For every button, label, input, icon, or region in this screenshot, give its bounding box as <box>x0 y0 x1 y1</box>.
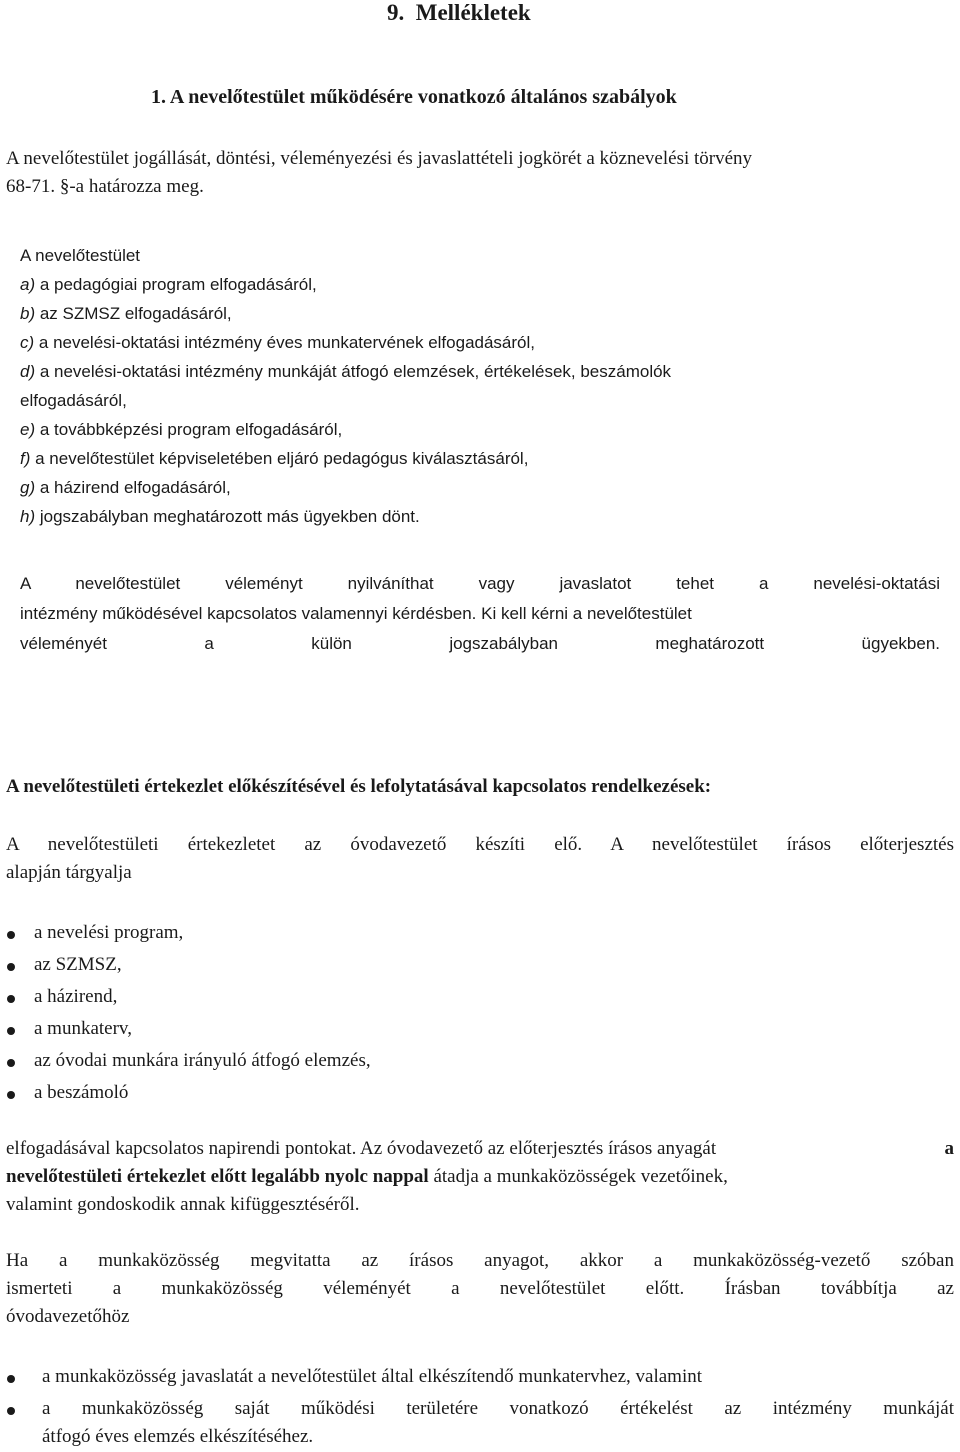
intro-line: alapján tárgyalja <box>6 862 132 883</box>
bullet-item: a nevelési program, <box>34 922 184 943</box>
bullet-item: a munkaterv, <box>34 1018 132 1039</box>
bullet-item: a munkaközösség javaslatát a nevelőtestület által elkészítendő munkatervhez, valamint <box>42 1366 703 1387</box>
bullet-item: az óvodai munkára irányuló átfogó elemzés, <box>34 1050 371 1071</box>
bullet-icon <box>7 1375 15 1383</box>
para-line: valamint gondoskodik annak kifüggesztéséről. <box>6 1194 360 1215</box>
list-item: c) a nevelési-oktatási intézmény éves munkatervének elfogadásáról, <box>20 333 535 352</box>
heading-title: Mellékletek <box>415 0 531 25</box>
intro-line: A nevelőtestület jogállását, döntési, véleményezési és javaslattételi jogkörét a köznevelési törvény <box>6 148 753 169</box>
para-line: A nevelőtestület véleményt nyilváníthat vagy javaslatot tehet a nevelési-oktatási <box>20 574 940 593</box>
bullet-icon <box>7 1407 15 1415</box>
list-intro: A nevelőtestület <box>20 246 141 265</box>
para-line: intézmény működésével kapcsolatos valamennyi kérdésben. Ki kell kérni a nevelőtestület <box>20 604 692 623</box>
para-line: véleményét a külön jogszabályban meghatározott ügyekben. <box>20 634 940 653</box>
bullet-item-cont: átfogó éves elemzés elkészítéséhez. <box>42 1426 314 1447</box>
para-line: elfogadásával kapcsolatos napirendi pontokat. Az óvodavezető az előterjesztés írásos anyagát a <box>6 1138 954 1159</box>
section2-title: A nevelőtestületi értekezlet előkészítésével és lefolytatásával kapcsolatos rendelkezések: <box>6 776 712 797</box>
page-heading <box>387 0 531 26</box>
list-item-cont: elfogadásáról, <box>20 391 127 410</box>
list-item: h) jogszabályban meghatározott más ügyekben dönt. <box>20 507 420 526</box>
list-item: e) a továbbképzési program elfogadásáról, <box>20 420 343 439</box>
intro-line: 68-71. §-a határozza meg. <box>6 176 204 197</box>
heading-number: 9. <box>387 0 405 25</box>
bullet-item: az SZMSZ, <box>34 954 122 975</box>
list-item: f) a nevelőtestület képviseletében eljáró pedagógus kiválasztásáról, <box>20 449 529 468</box>
bullet-icon <box>7 1059 15 1067</box>
list-item: g) a házirend elfogadásáról, <box>20 478 231 497</box>
para-line: nevelőtestületi értekezlet előtt legalább nyolc nappal átadja a munkaközösségek vezetőinek, <box>6 1166 728 1187</box>
bullet-item: a munkaközösség saját működési területére vonatkozó értékelést az intézmény munkáját <box>42 1398 954 1419</box>
bullet-icon <box>7 931 15 939</box>
para-line: óvodavezetőhöz <box>6 1306 130 1327</box>
bullet-icon <box>7 995 15 1003</box>
bullet-icon <box>7 1027 15 1035</box>
list-item: d) a nevelési-oktatási intézmény munkáját átfogó elemzések, értékelések, beszámolók <box>20 362 672 381</box>
intro-line: A nevelőtestületi értekezletet az óvodavezető készíti elő. A nevelőtestület írásos előterjesztés <box>6 834 954 855</box>
bullet-icon <box>7 1091 15 1099</box>
bullet-item: a házirend, <box>34 986 118 1007</box>
para-line: Ha a munkaközösség megvitatta az írásos anyagot, akkor a munkaközösség-vezető szóban <box>6 1250 954 1271</box>
list-item: b) az SZMSZ elfogadásáról, <box>20 304 232 323</box>
para-line: ismerteti a munkaközösség véleményét a nevelőtestület előtt. Írásban továbbítja az <box>6 1278 954 1299</box>
bullet-icon <box>7 963 15 971</box>
section1-title: 1. A nevelőtestület működésére vonatkozó általános szabályok <box>151 86 677 108</box>
list-item: a) a pedagógiai program elfogadásáról, <box>20 275 317 294</box>
bullet-item: a beszámoló <box>34 1082 129 1103</box>
